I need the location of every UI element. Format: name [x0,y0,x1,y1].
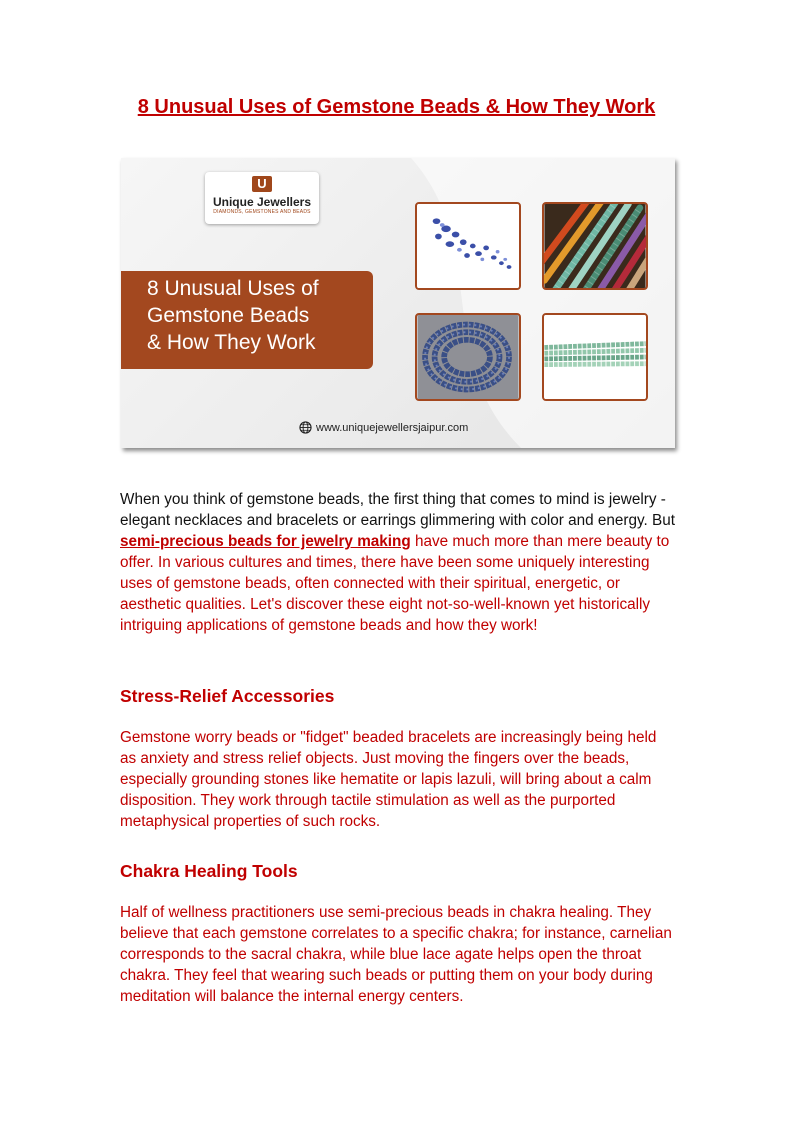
intro-text-continued: have much more than mere beauty to offer. In various cultures and times, there have been some uniquely interesting uses of gemstone beads, often connected with their spiritual, energetic, or aesthetic qualities. Let's discover these eight not-so-well-known yet historically intriguing applications of gemstone beads and how they work! [120,533,670,634]
multicolor-strands-image [544,204,646,288]
banner-headline-line: Gemstone Beads [147,304,310,327]
section-heading: Stress-Relief Accessories [120,686,335,706]
website-url: www.uniquejewellersjaipur.com [316,421,469,434]
thumbnail-blue-necklace-coil [415,313,521,401]
section-body: Gemstone worry beads or "fidget" beaded bracelets are increasingly being held as anxiety and stress relief objects. Just moving the fingers over the beads, especially grounding stones like hematite or lapis lazuli, will bring about a calm disposition. They work through tactile stimulation as well as the purported metaphysical properties of such rocks. [120,729,657,830]
hero-banner [121,158,675,448]
section-body: Half of wellness practitioners use semi-precious beads in chakra healing. They believe that each gemstone correlates to a specific chakra; for instance, carnelian corresponds to the sacral chakra, while blue lace agate helps open the throat chakra. They feel that wearing such beads or putting them on your body during meditation will balance the internal energy centers. [120,904,672,1005]
logo-name: Unique Jewellers [212,195,312,209]
banner-website [299,421,468,434]
page-title: 8 Unusual Uses of Gemstone Beads & How They Work [137,96,656,118]
section-heading: Chakra Healing Tools [120,861,298,881]
logo-tagline: DIAMONDS, GEMSTONES AND BEADS [213,209,311,215]
thumbnail-green-strands [542,313,648,401]
logo-mark: U [252,176,272,192]
brand-logo [205,172,319,224]
thumbnail-multicolor-strands [542,202,648,290]
semi-precious-beads-link[interactable]: semi-precious beads for jewelry making [120,533,411,550]
banner-headline [121,271,373,369]
blue-necklace-image [417,315,519,399]
banner-headline-line: & How They Work [147,331,316,354]
blue-beads-image [417,204,519,288]
thumbnail-blue-loose-beads [415,202,521,290]
intro-text: When you think of gemstone beads, the first thing that comes to mind is jewelry - elegant necklaces and bracelets or earrings glimmering with color and energy. But [120,491,675,529]
intro-paragraph [120,489,676,636]
green-strands-image [544,315,646,399]
globe-icon [299,421,312,434]
banner-headline-line: 8 Unusual Uses of [147,277,319,300]
